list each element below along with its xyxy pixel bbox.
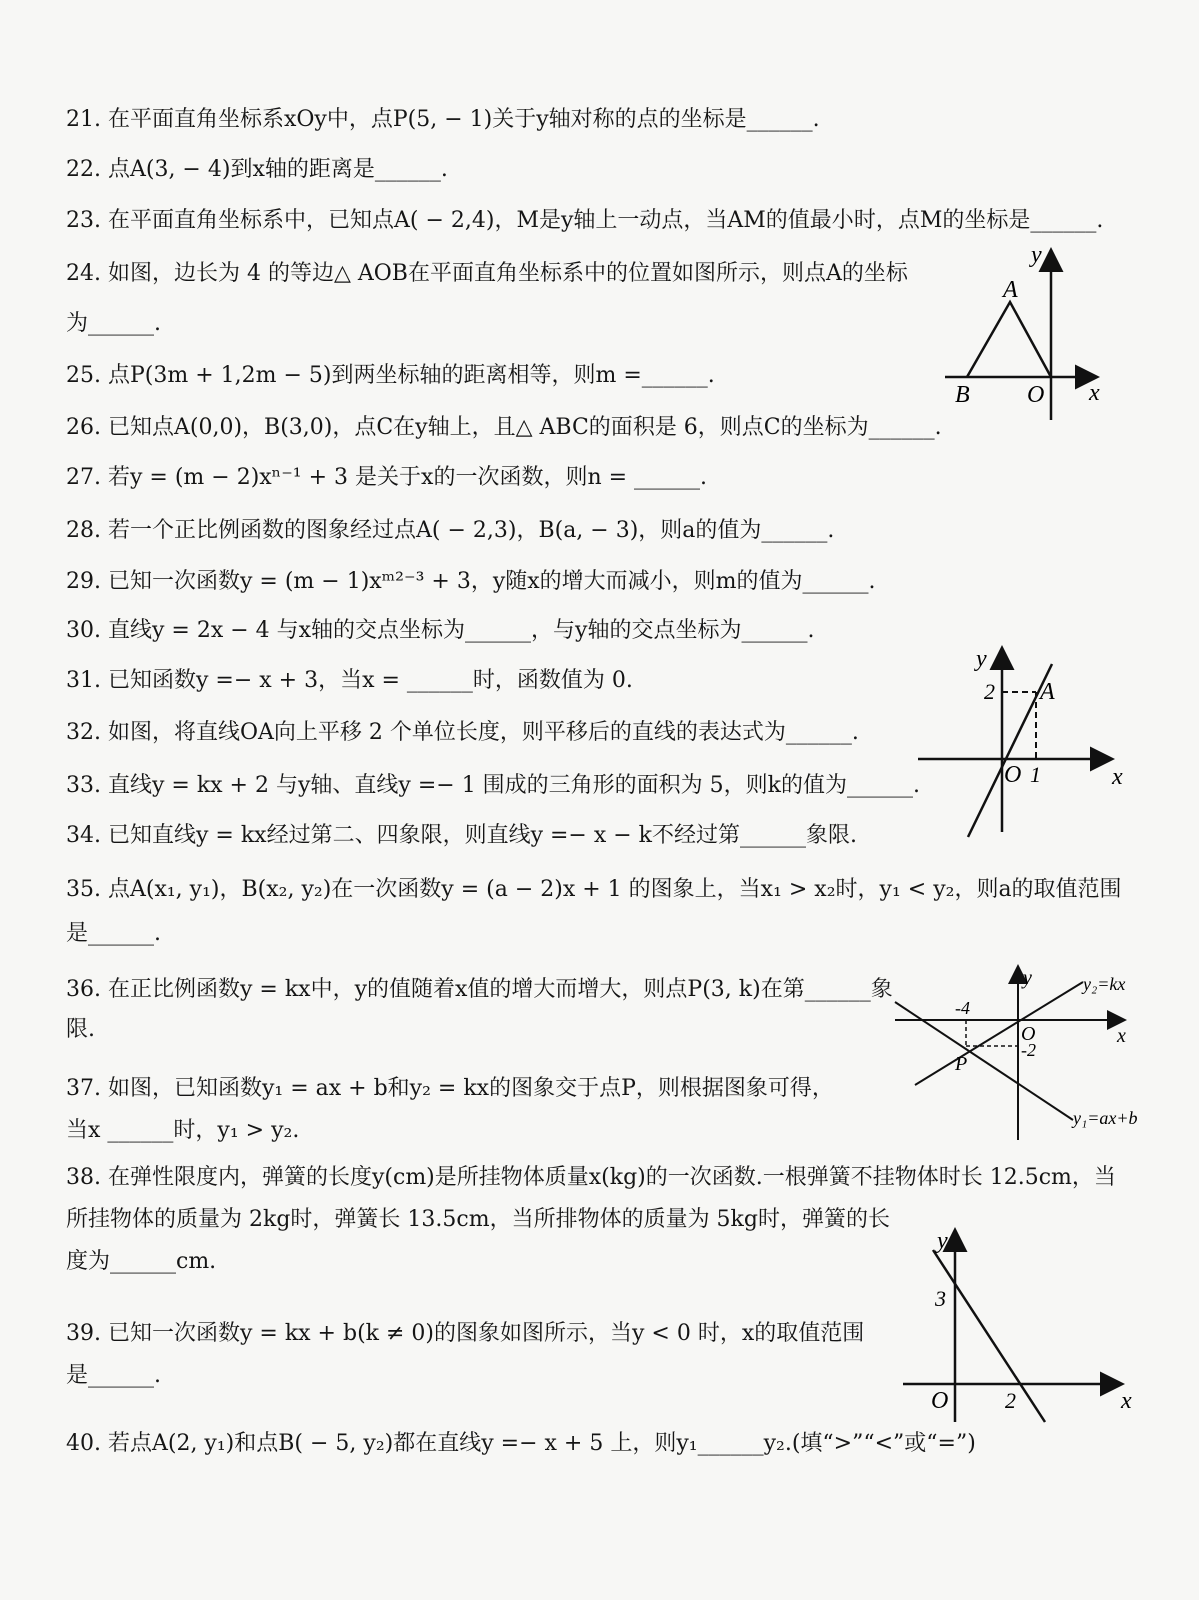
question-34 — [66, 822, 857, 850]
question-22-line-1: 22. 点A(3, − 4)到x轴的距离是______. — [66, 157, 448, 182]
question-30-line-1: 30. 直线y = 2x − 4 与x轴的交点坐标为______，与y轴的交点坐标为______. — [66, 618, 815, 643]
fig32-label-O: O — [1004, 762, 1022, 788]
fig32-label-y: y — [976, 646, 987, 672]
fig24-label-y: y — [1031, 242, 1042, 268]
fig39-label-2: 2 — [1005, 1388, 1016, 1413]
question-28-line-1: 28. 若一个正比例函数的图象经过点A( − 2,3)，B(a, − 3)，则a的值为______. — [66, 518, 835, 543]
question-35 — [66, 876, 1122, 948]
question-23 — [66, 207, 1103, 235]
question-37 — [66, 1075, 834, 1145]
question-38-line-1: 38. 在弹性限度内，弹簧的长度y(cm)是所挂物体质量x(kg)的一次函数.一根弹簧不挂物体时长 12.5cm，当 — [66, 1165, 1116, 1190]
fig32-label-x: x — [1112, 764, 1123, 790]
fig39-label-3: 3 — [935, 1286, 946, 1311]
figure-q24 — [935, 240, 1125, 430]
question-34-line-1: 34. 已知直线y = kx经过第二、四象限，则直线y =− x − k不经过第______象限. — [66, 823, 858, 848]
question-38-line-3: 度为______cm. — [66, 1249, 217, 1274]
figure-q39 — [895, 1222, 1145, 1432]
fig39-label-x: x — [1121, 1388, 1132, 1414]
question-40 — [66, 1430, 976, 1458]
fig24-label-A: A — [1003, 277, 1018, 303]
question-24 — [66, 260, 908, 338]
question-27-line-1: 27. 若y = (m − 2)xⁿ⁻¹ + 3 是关于x的一次函数，则n = ______. — [66, 465, 708, 490]
question-21-line-1: 21. 在平面直角坐标系xOy中，点P(5, − 1)关于y轴对称的点的坐标是______. — [66, 107, 820, 132]
question-29-line-1: 29. 已知一次函数y = (m − 1)xᵐ²⁻³ + 3，y随x的增大而减小，则m的值为______. — [66, 569, 876, 594]
question-35-line-1: 35. 点A(x₁, y₁)，B(x₂, y₂)在一次函数y = (a − 2)x + 1 的图象上，当x₁ > x₂时，y₁ < y₂，则a的取值范围 — [66, 877, 1122, 902]
question-36-line-1: 36. 在正比例函数y = kx中，y的值随着x值的增大而增大，则点P(3, k)在第______象 — [66, 977, 893, 1002]
question-39-line-1: 39. 已知一次函数y = kx + b(k ≠ 0)的图象如图所示，当y < 0 时，x的取值范围 — [66, 1321, 865, 1346]
question-25 — [66, 362, 715, 390]
fig24-label-x: x — [1089, 380, 1100, 406]
fig39-label-O: O — [931, 1388, 949, 1414]
fig37-line-y2 — [915, 982, 1083, 1085]
fig37-label-m2: -2 — [1021, 1040, 1036, 1060]
fig24-label-B: B — [955, 382, 970, 408]
fig37-label-P: P — [955, 1053, 968, 1075]
question-21 — [66, 106, 820, 134]
question-37-line-2: 当x ______时，y₁ > y₂. — [66, 1118, 300, 1143]
question-26-line-1: 26. 已知点A(0,0)，B(3,0)，点C在y轴上，且△ ABC的面积是 6，则点C的坐标为______. — [66, 415, 942, 440]
question-31 — [66, 667, 633, 695]
question-22 — [66, 156, 448, 184]
figure-q37 — [885, 960, 1165, 1150]
question-23-line-1: 23. 在平面直角坐标系中，已知点A( − 2,4)，M是y轴上一动点，当AM的值最小时，点M的坐标是______. — [66, 208, 1104, 233]
question-36 — [66, 976, 893, 1044]
question-39-line-2: 是______. — [66, 1363, 161, 1388]
question-31-line-1: 31. 已知函数y =− x + 3，当x = ______时，函数值为 0. — [66, 668, 633, 693]
fig37-label-y2: y₂=kx — [1083, 974, 1126, 994]
question-24-line-1: 24. 如图，边长为 4 的等边△ AOB在平面直角坐标系中的位置如图所示，则点A的坐标 — [66, 261, 908, 286]
fig37-label-O: O — [1021, 1023, 1036, 1045]
fig32-label-A: A — [1040, 679, 1055, 705]
question-28 — [66, 517, 834, 545]
question-30 — [66, 617, 814, 645]
fig24-label-O: O — [1027, 382, 1045, 408]
question-27 — [66, 464, 707, 492]
fig37-label-y1: y₁=ax+b — [1073, 1108, 1138, 1128]
question-32-line-1: 32. 如图，将直线OA向上平移 2 个单位长度，则平移后的直线的表达式为______. — [66, 720, 859, 745]
question-24-line-2: 为______. — [66, 311, 161, 336]
fig39-label-y: y — [937, 1228, 948, 1254]
question-32 — [66, 719, 859, 747]
fig37-label-m4: -4 — [955, 998, 970, 1018]
figure-q32 — [910, 642, 1140, 842]
question-29 — [66, 568, 876, 596]
fig39-line — [933, 1250, 1045, 1422]
fig37-label-y: y — [1023, 967, 1032, 989]
question-33 — [66, 772, 920, 800]
fig32-label-2: 2 — [984, 679, 995, 704]
question-38-line-2: 所挂物体的质量为 2kg时，弹簧长 13.5cm，当所排物体的质量为 5kg时，弹簧的长 — [66, 1207, 890, 1232]
question-26 — [66, 414, 942, 442]
fig24-triangle — [967, 302, 1051, 377]
fig32-label-1: 1 — [1030, 762, 1041, 787]
question-40-line-1: 40. 若点A(2, y₁)和点B( − 5, y₂)都在直线y =− x + 5 上，则y₁______y₂.(填“>”“<”或“=”) — [66, 1431, 976, 1456]
question-33-line-1: 33. 直线y = kx + 2 与y轴、直线y =− 1 围成的三角形的面积为 5，则k的值为______. — [66, 773, 920, 798]
fig37-label-x: x — [1117, 1025, 1126, 1047]
question-36-line-2: 限. — [66, 1017, 95, 1042]
question-39 — [66, 1320, 864, 1390]
question-35-line-2: 是______. — [66, 921, 161, 946]
question-25-line-1: 25. 点P(3m + 1,2m − 5)到两坐标轴的距离相等，则m =______. — [66, 363, 715, 388]
question-37-line-1: 37. 如图，已知函数y₁ = ax + b和y₂ = kx的图象交于点P，则根据图象可得， — [66, 1076, 834, 1101]
